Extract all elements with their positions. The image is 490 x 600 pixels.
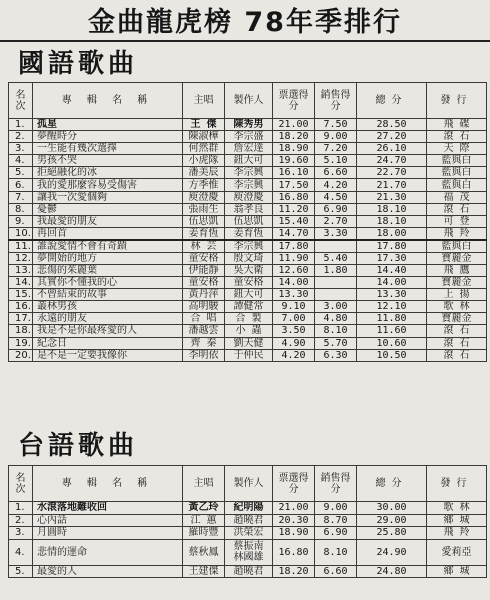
- cell-rank: 11.: [9, 240, 33, 253]
- table-row: [9, 240, 487, 253]
- taiwanese-heading: 台語歌曲: [18, 430, 139, 461]
- cell-album: 憂鬱: [33, 203, 183, 215]
- cell-votes: 20.30: [273, 514, 315, 527]
- header-sales: 銷售得分: [315, 83, 357, 119]
- header-votes: 票選得分: [273, 466, 315, 502]
- cell-sales: 3.30: [315, 227, 357, 240]
- cell-rank: 2.: [9, 131, 33, 143]
- cell-total: 10.50: [357, 349, 427, 361]
- table-row: [9, 143, 487, 155]
- cell-votes: 18.20: [273, 565, 315, 578]
- cell-label: 滾 石: [427, 337, 487, 349]
- cell-rank: 17.: [9, 313, 33, 325]
- table-row: [9, 502, 487, 515]
- header-rank: 名次: [9, 466, 33, 502]
- cell-singer: 陳淑樺: [183, 131, 225, 143]
- table-row: [9, 277, 487, 289]
- cell-producer: 陳秀男: [225, 119, 273, 131]
- cell-rank: 5.: [9, 565, 33, 578]
- cell-producer: 于仲民: [225, 349, 273, 361]
- header-label: 發行: [427, 466, 487, 502]
- cell-producer-line1: 蔡振南: [233, 541, 264, 553]
- mandarin-table: [8, 82, 487, 362]
- cell-producer: 詹宏達: [225, 143, 273, 155]
- cell-singer: 小虎隊: [183, 155, 225, 167]
- cell-total: 12.10: [357, 301, 427, 313]
- cell-producer: 庾澄慶: [225, 191, 273, 203]
- table-row: [9, 215, 487, 227]
- cell-singer: 伊能靜: [183, 264, 225, 276]
- cell-album: 悲傷的茱麗葉: [33, 264, 183, 276]
- cell-sales: [315, 240, 357, 253]
- header-singer: 主唱: [183, 466, 225, 502]
- cell-singer: 羅時豐: [183, 527, 225, 540]
- cell-album: 其實你不懂我的心: [33, 277, 183, 289]
- table-row: [9, 264, 487, 276]
- cell-album: 叢林男孩: [33, 301, 183, 313]
- cell-singer: 江 蕙: [183, 514, 225, 527]
- cell-sales: 6.90: [315, 203, 357, 215]
- table-row: [9, 527, 487, 540]
- cell-total: 21.70: [357, 179, 427, 191]
- mandarin-table-body: [9, 119, 487, 362]
- cell-album: 水滾落地難收回: [33, 502, 183, 515]
- header-album: 專 輯 名 稱: [33, 83, 183, 119]
- cell-total: 28.50: [357, 119, 427, 131]
- taiwanese-table-body: [9, 502, 487, 578]
- cell-label: 飛 鷹: [427, 264, 487, 276]
- cell-producer: 趙曉君: [225, 514, 273, 527]
- cell-label: 藍與白: [427, 155, 487, 167]
- cell-singer: 合 唱: [183, 313, 225, 325]
- cell-rank: 1.: [9, 119, 33, 131]
- cell-label: 愛莉亞: [427, 539, 487, 565]
- cell-label: 飛 羚: [427, 227, 487, 240]
- cell-label: 歌 林: [427, 301, 487, 313]
- cell-votes: 4.90: [273, 337, 315, 349]
- mandarin-header-row: [9, 83, 487, 119]
- cell-album: 紀念日: [33, 337, 183, 349]
- cell-votes: 14.70: [273, 227, 315, 240]
- cell-votes: 12.60: [273, 264, 315, 276]
- cell-sales: 7.50: [315, 119, 357, 131]
- cell-label: 歌 林: [427, 502, 487, 515]
- cell-sales: 8.10: [315, 325, 357, 337]
- cell-album: 拒絕融化的冰: [33, 167, 183, 179]
- cell-singer: 童安格: [183, 277, 225, 289]
- cell-producer: 鈕大可: [225, 155, 273, 167]
- taiwanese-header-row: [9, 466, 487, 502]
- header-singer: 主唱: [183, 83, 225, 119]
- cell-singer: 童安格: [183, 252, 225, 264]
- cell-votes: 14.00: [273, 277, 315, 289]
- cell-sales: 3.00: [315, 301, 357, 313]
- cell-label: 飛 羚: [427, 527, 487, 540]
- cell-votes: 18.90: [273, 527, 315, 540]
- cell-total: 18.00: [357, 227, 427, 240]
- cell-sales: 5.70: [315, 337, 357, 349]
- cell-total: 14.40: [357, 264, 427, 276]
- cell-votes: 15.40: [273, 215, 315, 227]
- cell-sales: 6.90: [315, 527, 357, 540]
- cell-singer: 庾澄慶: [183, 191, 225, 203]
- header-album: 專 輯 名 稱: [33, 466, 183, 502]
- table-row: [9, 313, 487, 325]
- cell-sales: 6.60: [315, 167, 357, 179]
- table-row: [9, 155, 487, 167]
- cell-singer: 王 傑: [183, 119, 225, 131]
- cell-rank: 4.: [9, 539, 33, 565]
- cell-sales: 4.50: [315, 191, 357, 203]
- table-row: [9, 349, 487, 361]
- cell-rank: 16.: [9, 301, 33, 313]
- cell-singer: 蔡秋鳳: [183, 539, 225, 565]
- cell-total: 18.10: [357, 203, 427, 215]
- cell-producer: 鈕大可: [225, 289, 273, 301]
- header-sales: 銷售得分: [315, 466, 357, 502]
- header-rank: 名次: [9, 83, 33, 119]
- cell-rank: 8.: [9, 203, 33, 215]
- cell-sales: [315, 289, 357, 301]
- table-row: [9, 514, 487, 527]
- cell-votes: 7.00: [273, 313, 315, 325]
- cell-sales: 2.70: [315, 215, 357, 227]
- table-row: [9, 227, 487, 240]
- cell-votes: 18.20: [273, 131, 315, 143]
- cell-rank: 7.: [9, 191, 33, 203]
- cell-total: 24.70: [357, 155, 427, 167]
- cell-album: 最愛的人: [33, 565, 183, 578]
- cell-total: 25.80: [357, 527, 427, 540]
- cell-label: 藍與白: [427, 240, 487, 253]
- cell-album: 孤星: [33, 119, 183, 131]
- cell-producer: [225, 539, 273, 565]
- cell-label: 天 際: [427, 143, 487, 155]
- header-votes: 票選得分: [273, 83, 315, 119]
- cell-album: 讓我一次愛個夠: [33, 191, 183, 203]
- cell-rank: 1.: [9, 502, 33, 515]
- cell-sales: 4.80: [315, 313, 357, 325]
- cell-producer: 劉天健: [225, 337, 273, 349]
- table-row: [9, 565, 487, 578]
- header-producer: 製作人: [225, 466, 273, 502]
- cell-singer: 伍思凱: [183, 215, 225, 227]
- cell-votes: 3.50: [273, 325, 315, 337]
- header-label: 發行: [427, 83, 487, 119]
- cell-producer: 李宗興: [225, 179, 273, 191]
- cell-votes: 9.10: [273, 301, 315, 313]
- cell-album: 我的愛那麼容易受傷害: [33, 179, 183, 191]
- cell-label: 鄉 城: [427, 565, 487, 578]
- cell-producer: 吳大衛: [225, 264, 273, 276]
- cell-producer: 李宗興: [225, 167, 273, 179]
- cell-singer: 李明依: [183, 349, 225, 361]
- cell-total: 11.80: [357, 313, 427, 325]
- cell-sales: 9.00: [315, 502, 357, 515]
- cell-sales: 8.10: [315, 539, 357, 565]
- cell-producer: 翁孝良: [225, 203, 273, 215]
- cell-singer: 黃丹萍: [183, 289, 225, 301]
- cell-sales: 6.30: [315, 349, 357, 361]
- cell-rank: 20.: [9, 349, 33, 361]
- cell-total: 26.10: [357, 143, 427, 155]
- cell-rank: 10.: [9, 227, 33, 240]
- cell-album: 我是不是你最疼愛的人: [33, 325, 183, 337]
- cell-sales: 4.20: [315, 179, 357, 191]
- cell-votes: 16.80: [273, 539, 315, 565]
- cell-votes: 4.20: [273, 349, 315, 361]
- table-row: [9, 539, 487, 565]
- cell-album: 誰說愛情不會有奇蹟: [33, 240, 183, 253]
- cell-producer: 殷文琦: [225, 252, 273, 264]
- cell-producer-line2: 林國雄: [233, 552, 264, 564]
- cell-votes: 11.90: [273, 252, 315, 264]
- table-row: [9, 131, 487, 143]
- cell-album: 男孩不哭: [33, 155, 183, 167]
- cell-votes: 19.60: [273, 155, 315, 167]
- cell-rank: 14.: [9, 277, 33, 289]
- header-producer: 製作人: [225, 83, 273, 119]
- header-total: 總分: [357, 83, 427, 119]
- table-row: [9, 167, 487, 179]
- cell-album: 不曾結束的故事: [33, 289, 183, 301]
- cell-singer: 黃乙玲: [183, 502, 225, 515]
- cell-album: 月圓時: [33, 527, 183, 540]
- cell-label: 藍與白: [427, 179, 487, 191]
- cell-label: 滾 石: [427, 325, 487, 337]
- cell-label: 鄉 城: [427, 514, 487, 527]
- table-row: [9, 337, 487, 349]
- cell-album: 一生能有幾次選擇: [33, 143, 183, 155]
- cell-label: 寶麗金: [427, 252, 487, 264]
- cell-producer: 姜育恆: [225, 227, 273, 240]
- cell-producer: 李宗興: [225, 240, 273, 253]
- table-row: [9, 301, 487, 313]
- cell-album: 我最愛的朋友: [33, 215, 183, 227]
- table-row: [9, 179, 487, 191]
- cell-rank: 9.: [9, 215, 33, 227]
- cell-votes: 16.80: [273, 191, 315, 203]
- cell-sales: 5.40: [315, 252, 357, 264]
- cell-singer: 潘美辰: [183, 167, 225, 179]
- cell-album: 是不是一定要我像你: [33, 349, 183, 361]
- cell-total: 21.30: [357, 191, 427, 203]
- cell-producer: 紀明陽: [225, 502, 273, 515]
- cell-total: 24.90: [357, 539, 427, 565]
- cell-sales: 6.60: [315, 565, 357, 578]
- cell-total: 10.60: [357, 337, 427, 349]
- cell-singer: 姜育恆: [183, 227, 225, 240]
- mandarin-heading: 國語歌曲: [18, 48, 139, 79]
- cell-producer: 小 蟲: [225, 325, 273, 337]
- table-row: [9, 203, 487, 215]
- cell-total: 14.00: [357, 277, 427, 289]
- cell-label: 滾 石: [427, 203, 487, 215]
- cell-label: 寶麗金: [427, 277, 487, 289]
- cell-sales: 1.80: [315, 264, 357, 276]
- cell-producer: 童安格: [225, 277, 273, 289]
- table-row: [9, 325, 487, 337]
- cell-singer: 林 芸: [183, 240, 225, 253]
- cell-votes: 13.30: [273, 289, 315, 301]
- cell-album: 永遠的朋友: [33, 313, 183, 325]
- cell-rank: 18.: [9, 325, 33, 337]
- cell-producer: 合 製: [225, 313, 273, 325]
- cell-album: 悲情的運命: [33, 539, 183, 565]
- cell-sales: 7.20: [315, 143, 357, 155]
- cell-total: 11.60: [357, 325, 427, 337]
- cell-votes: 16.10: [273, 167, 315, 179]
- cell-rank: 15.: [9, 289, 33, 301]
- cell-votes: 21.00: [273, 119, 315, 131]
- cell-singer: 王建傑: [183, 565, 225, 578]
- cell-label: 福 茂: [427, 191, 487, 203]
- cell-total: 18.10: [357, 215, 427, 227]
- cell-sales: [315, 277, 357, 289]
- cell-label: 可 登: [427, 215, 487, 227]
- cell-label: 飛 碟: [427, 119, 487, 131]
- cell-singer: 方季惟: [183, 179, 225, 191]
- cell-producer: 洪榮宏: [225, 527, 273, 540]
- cell-album: 再回首: [33, 227, 183, 240]
- cell-sales: 5.10: [315, 155, 357, 167]
- cell-total: 29.00: [357, 514, 427, 527]
- table-row: [9, 191, 487, 203]
- cell-total: 17.30: [357, 252, 427, 264]
- cell-singer: 何然群: [183, 143, 225, 155]
- cell-rank: 19.: [9, 337, 33, 349]
- cell-singer: 潘越雲: [183, 325, 225, 337]
- cell-total: 24.80: [357, 565, 427, 578]
- table-row: [9, 289, 487, 301]
- cell-rank: 2.: [9, 514, 33, 527]
- taiwanese-table: [8, 465, 487, 578]
- cell-total: 13.30: [357, 289, 427, 301]
- cell-sales: 8.70: [315, 514, 357, 527]
- table-row: [9, 119, 487, 131]
- cell-total: 27.20: [357, 131, 427, 143]
- cell-rank: 3.: [9, 143, 33, 155]
- cell-label: 寶麗金: [427, 313, 487, 325]
- cell-singer: 張雨生: [183, 203, 225, 215]
- cell-votes: 17.80: [273, 240, 315, 253]
- cell-singer: 齊 秦: [183, 337, 225, 349]
- cell-rank: 3.: [9, 527, 33, 540]
- cell-total: 17.80: [357, 240, 427, 253]
- cell-label: 滾 石: [427, 349, 487, 361]
- cell-sales: 9.00: [315, 131, 357, 143]
- cell-album: 心內話: [33, 514, 183, 527]
- cell-singer: 高明駿: [183, 301, 225, 313]
- cell-album: 夢開始的地方: [33, 252, 183, 264]
- cell-total: 30.00: [357, 502, 427, 515]
- cell-label: 藍與白: [427, 167, 487, 179]
- cell-producer: 譚健常: [225, 301, 273, 313]
- cell-producer: 伍思凱: [225, 215, 273, 227]
- cell-rank: 6.: [9, 179, 33, 191]
- cell-producer: 李宗盛: [225, 131, 273, 143]
- cell-label: 上 揚: [427, 289, 487, 301]
- cell-votes: 18.90: [273, 143, 315, 155]
- cell-rank: 13.: [9, 264, 33, 276]
- page-title: 金曲龍虎榜 78年季排行: [88, 6, 402, 38]
- table-row: [9, 252, 487, 264]
- cell-votes: 17.50: [273, 179, 315, 191]
- cell-rank: 12.: [9, 252, 33, 264]
- header-total: 總分: [357, 466, 427, 502]
- cell-total: 22.70: [357, 167, 427, 179]
- cell-producer: 趙曉君: [225, 565, 273, 578]
- cell-album: 夢醒時分: [33, 131, 183, 143]
- cell-label: 滾 石: [427, 131, 487, 143]
- cell-votes: 11.20: [273, 203, 315, 215]
- cell-votes: 21.00: [273, 502, 315, 515]
- cell-rank: 4.: [9, 155, 33, 167]
- cell-rank: 5.: [9, 167, 33, 179]
